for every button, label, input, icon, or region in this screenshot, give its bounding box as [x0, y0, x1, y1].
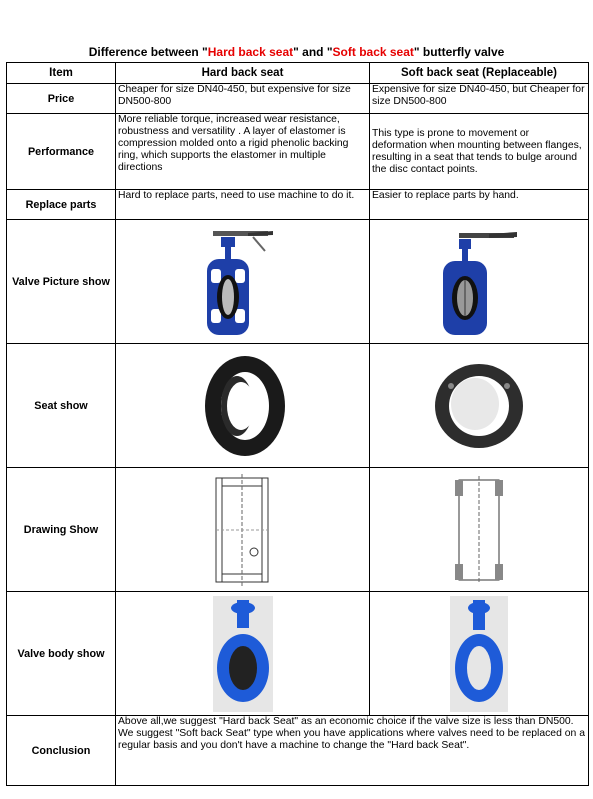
- label-seat: Seat show: [7, 344, 116, 468]
- valve-picture-hard: [116, 220, 370, 344]
- row-valve-picture: [7, 220, 589, 344]
- performance-hard: More reliable torque, increased wear resistance, robustness and versatility . A layer of elastomer is compression molded onto a rigid phenolic backing ring, which supports the elastomer in multiple directions: [116, 114, 370, 190]
- row-seat: [7, 344, 589, 468]
- label-conclusion: Conclusion: [7, 716, 116, 786]
- page-title: [0, 45, 593, 59]
- row-replace: [7, 190, 589, 220]
- title-prefix: Difference between ": [88, 45, 208, 59]
- conclusion-line-1: Above all,we suggest "Hard back Seat" as an economic choice if the valve size is less than DN500.: [118, 716, 574, 727]
- label-drawing: Drawing Show: [7, 468, 116, 592]
- header-hard: Hard back seat: [116, 63, 370, 84]
- valve-body-hard: [116, 592, 370, 716]
- row-drawing: [7, 468, 589, 592]
- row-valve-body: [7, 592, 589, 716]
- label-performance: Performance: [7, 114, 116, 190]
- title-hard-highlight: Hard back seat: [207, 45, 294, 59]
- soft-body-image: [444, 596, 514, 712]
- price-soft: Expensive for size DN40-450, but Cheaper for size DN500-800: [370, 84, 589, 114]
- drawing-hard: [116, 468, 370, 592]
- label-valve-body: Valve body show: [7, 592, 116, 716]
- title-soft-highlight: Soft back seat: [332, 45, 414, 59]
- comparison-table: [6, 62, 589, 786]
- title-suffix: " butterfly valve: [413, 45, 505, 59]
- soft-drawing-image: [449, 472, 509, 588]
- replace-soft: Easier to replace parts by hand.: [370, 190, 589, 220]
- row-performance: [7, 114, 589, 190]
- header-item: Item: [7, 63, 116, 84]
- title-mid: " and ": [293, 45, 333, 59]
- performance-soft: This type is prone to movement or deformation when mounting between flanges, resulting in a seat that tends to bulge around the disc contact points.: [370, 114, 589, 190]
- hard-seat-image: [195, 352, 291, 460]
- label-replace: Replace parts: [7, 190, 116, 220]
- conclusion-text: [116, 716, 589, 786]
- row-conclusion: [7, 716, 589, 786]
- valve-body-soft: [370, 592, 589, 716]
- drawing-soft: [370, 468, 589, 592]
- header-row: [7, 63, 589, 84]
- label-price: Price: [7, 84, 116, 114]
- hard-body-image: [203, 596, 283, 712]
- hard-drawing-image: [208, 472, 278, 588]
- row-price: [7, 84, 589, 114]
- replace-hard: Hard to replace parts, need to use machine to do it.: [116, 190, 370, 220]
- soft-seat-image: [431, 356, 527, 456]
- soft-valve-image: [429, 223, 529, 341]
- valve-picture-soft: [370, 220, 589, 344]
- seat-hard: [116, 344, 370, 468]
- hard-valve-image: [193, 223, 293, 341]
- price-hard: Cheaper for size DN40-450, but expensive for size DN500-800: [116, 84, 370, 114]
- label-valve-picture: Valve Picture show: [7, 220, 116, 344]
- seat-soft: [370, 344, 589, 468]
- conclusion-line-2: We suggest "Soft back Seat" type when you have applications where valves need to be replaced on a regular basis and you don't have a machine to change the "Hard back Seat".: [118, 728, 585, 751]
- header-soft: Soft back seat (Replaceable): [370, 63, 589, 84]
